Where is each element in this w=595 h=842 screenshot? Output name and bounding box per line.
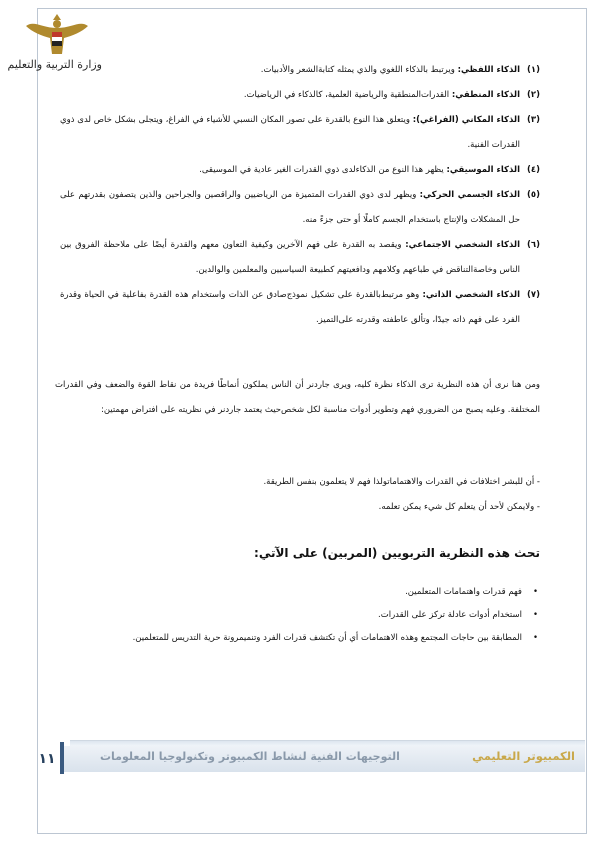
item-number: (٤)	[527, 165, 540, 175]
list-item	[60, 183, 540, 233]
item-term: الذكاء الشخصي الاجتماعي:	[405, 240, 520, 250]
bullet-icon: •	[532, 633, 538, 643]
item-term: الذكاء الشخصي الذاتي:	[422, 290, 520, 300]
page-number-divider	[60, 742, 64, 774]
section-heading: تحث هذه النظرية التربويين (المربين) على الآتي:	[254, 546, 540, 560]
item-text: وهو مرتبط‌بالقدرة على تشكيل نموذج‌صادق عن الذات واستخدام هذه القدرة بفاعلية في الحياة وقدرة الفرد على فهم ذاته جيدًا، وتألق عاطفته وقدرته على‌التميز.	[60, 290, 520, 325]
ministry-logo-text: وزارة التربية والتعليم	[7, 58, 102, 71]
bullet-list	[70, 581, 540, 650]
item-text: القدرات‌المنطقية والرياضية العلمية، كالذكاء في الرياضيات.	[243, 90, 452, 100]
list-item	[60, 283, 540, 333]
item-term: الذكاء المكاني (الفراغي):	[412, 115, 520, 125]
item-number: (٣)	[527, 115, 540, 125]
bullet-item	[70, 581, 540, 604]
item-number: (٦)	[527, 240, 540, 250]
bullet-text: استخدام أدوات عادلة تركز على القدرات.	[378, 610, 522, 620]
item-number: (٥)	[527, 190, 540, 200]
item-text: ويرتبط بالذكاء اللغوي والذي يمثله كتابة‌الشعر والأدبيات.	[260, 65, 458, 75]
item-number: (٢)	[527, 90, 540, 100]
item-number: (٧)	[527, 290, 540, 300]
list-item	[60, 58, 540, 83]
bullet-text: فهم قدرات واهتمامات المتعلمين.	[405, 587, 522, 597]
item-number: (١)	[527, 65, 540, 75]
item-term: الذكاء المنطقي:	[451, 90, 520, 100]
item-text: ويظهر لدى ذوي القدرات المتميزة من الرياضيين والراقصين والجراحين والذين يتصفون بقدرتهم على حل المشكلات والإنتاج باستخدام الجسم كاملًا أو حتى جزءً منه.	[60, 190, 520, 225]
list-item	[60, 108, 540, 158]
item-text: يظهر هذا النوع من الذكاءلدى ذوي القدرات الغير عادية في الموسيقى.	[199, 165, 447, 175]
footer-brand: الكمبيوتر التعليمي	[472, 749, 575, 763]
assumption-item: - ولايمكن لأحد أن يتعلم كل شيء يمكن تعلمه.	[378, 502, 540, 512]
body-paragraph: ومن هنا نرى أن هذه النظرية ترى الذكاء نظرة كليه، ويرى جاردنر أن الناس يملكون أنماطًا فريدة من نقاط القوة والضعف وفي القدرات المختلفة. وعليه يصبح من الضروري فهم وتطوير أدوات مناسبة لكل شخص‌حيث يعتمد جاردنر في نظريته على افتراض مهمتين:	[55, 380, 540, 415]
page-footer	[30, 736, 585, 776]
bullet-icon: •	[532, 587, 538, 597]
list-item	[60, 233, 540, 283]
item-term: الذكاء اللفظي:	[457, 65, 520, 75]
item-text: ويقصد به القدرة على فهم الآخرين وكيفية التعاون معهم والقدرة أيضًا على ملاحظة الفروق بين الناس وخاصة‌التناقض في طباعهم وكلامهم ودافعيتهم كطبيعة السياسيين والمعلمين والوالدين.	[60, 240, 520, 275]
bullet-icon: •	[532, 610, 538, 620]
bullet-item	[70, 604, 540, 627]
item-term: الذكاء الموسيقي:	[446, 165, 520, 175]
bullet-text: المطابقة بين حاجات المجتمع وهذه الاهتمامات أي أن تكتشف قدرات الفرد وتنميمرونة حرية التدريس للمتعلمين.	[132, 633, 522, 643]
list-item	[60, 158, 540, 183]
eagle-emblem-icon	[12, 10, 102, 60]
item-term: الذكاء الجسمي الحركي:	[419, 190, 520, 200]
list-item	[60, 83, 540, 108]
footer-title: التوجيهات الفنية لنشاط الكمبيوتر وتكنولوجيا المعلومات	[100, 750, 400, 763]
item-text: ويتعلق هذا النوع بالقدرة على تصور المكان النسبي للأشياء في الفراغ، ويتجلى بشكل خاص لدى ذوي القدرات الفنية.	[60, 115, 520, 150]
assumption-list	[60, 470, 540, 520]
bullet-item	[70, 627, 540, 650]
intelligence-list	[60, 58, 540, 333]
page-number: ١١	[38, 751, 56, 767]
assumption-item: - أن للبشر اختلافات في القدرات والاهتماماتولذا فهم لا يتعلمون بنفس الطريقة.	[263, 477, 540, 487]
